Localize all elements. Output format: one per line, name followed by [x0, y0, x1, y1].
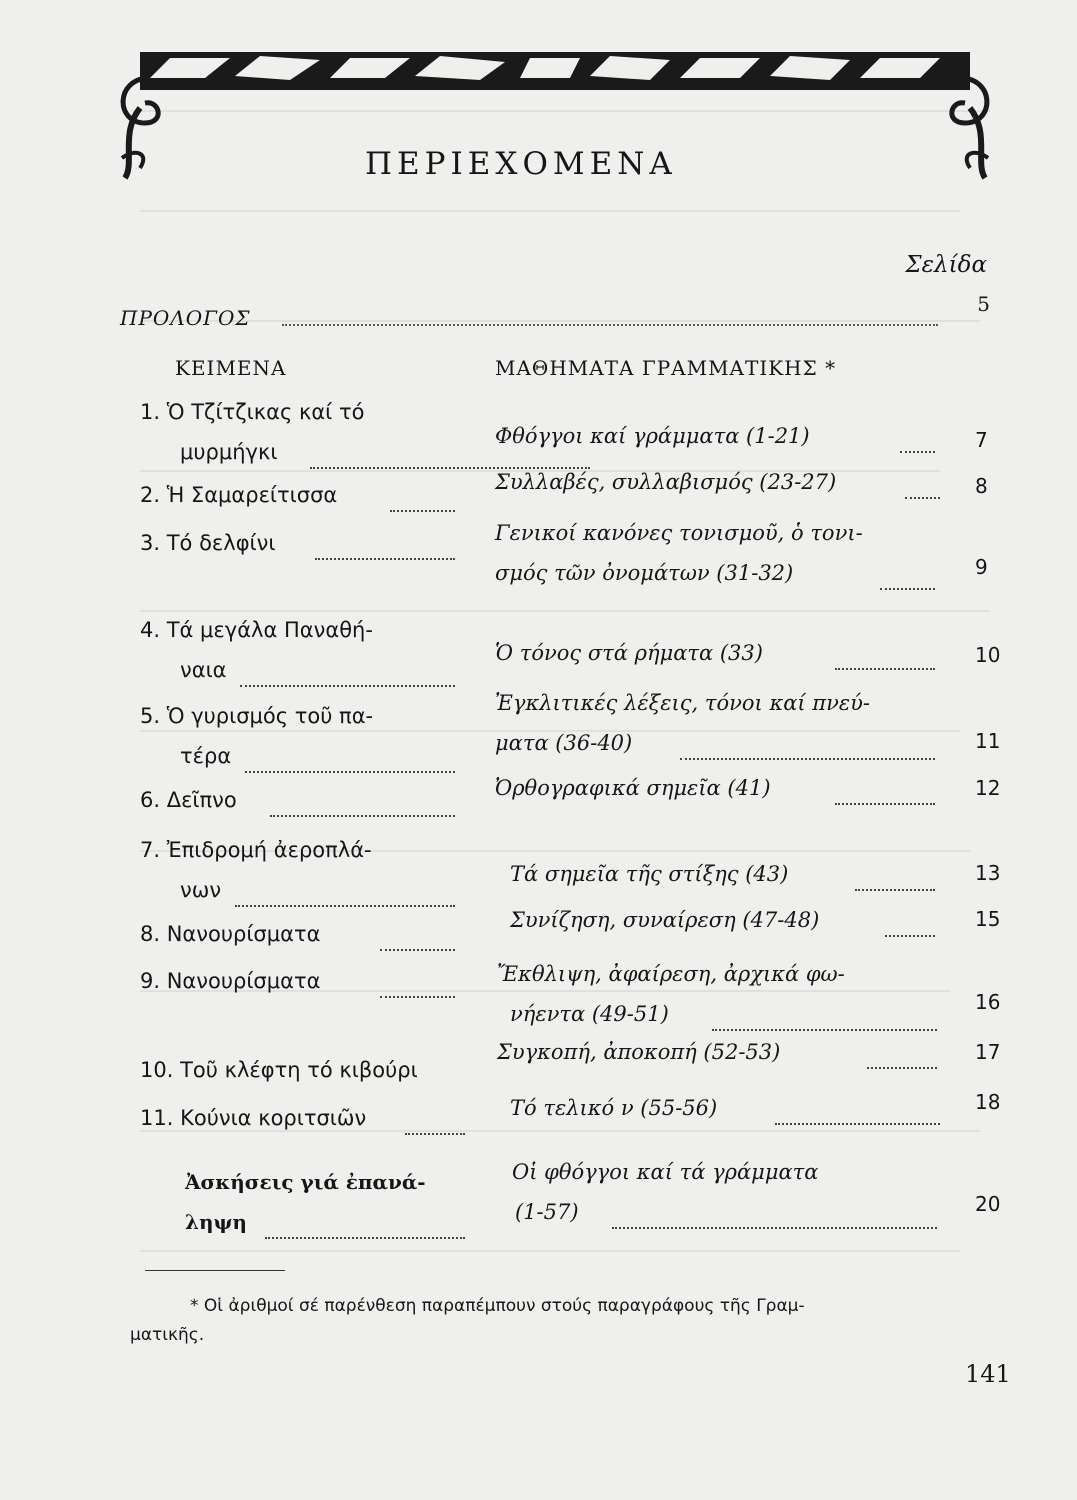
dot-leader: [880, 588, 935, 590]
lesson-entry: [495, 776, 771, 856]
lesson-line: νήεντα (49-51): [510, 1002, 669, 1026]
dot-leader: [240, 685, 455, 687]
dot-leader: [680, 758, 935, 760]
lesson-page: 8: [975, 474, 988, 498]
prologue-entry: [120, 292, 990, 336]
dot-leader: [905, 497, 940, 499]
text-line: 11. Κούνια κοριτσιῶν: [140, 1106, 367, 1130]
text-line: 1. Ὁ Τζίτζικας καί τό: [140, 400, 365, 424]
lesson-line: σμός τῶν ὀνομάτων (31-32): [495, 561, 794, 585]
text-line: 3. Τό δελφίνι: [140, 531, 276, 555]
lesson-line: Ὀρθογραφικά σημεῖα (41): [495, 776, 771, 800]
lesson-page: 12: [975, 776, 1001, 800]
lesson-page: 11: [975, 729, 1001, 753]
lesson-line: Ὁ τόνος στά ρήματα (33): [495, 641, 763, 665]
text-line: 2. Ἡ Σαμαρείτισσα: [140, 483, 338, 507]
dot-leader: [855, 889, 935, 891]
dot-leader: [405, 1133, 465, 1135]
dot-leader: [390, 510, 455, 512]
text-entry: [140, 531, 276, 611]
dot-leader: [900, 451, 935, 453]
lesson-line: Συγκοπή, ἀποκοπή (52-53): [497, 1040, 781, 1064]
lesson-line: Συλλαβές, συλλαβισμός (23-27): [495, 470, 837, 494]
prologue-page: 5: [977, 292, 990, 316]
lesson-entry: [497, 962, 845, 1042]
text-line: 9. Νανουρίσματα: [140, 969, 321, 993]
lesson-line: Συνίζηση, συναίρεση (47-48): [510, 908, 820, 932]
text-line: 6. Δεῖπνο: [140, 788, 237, 812]
lesson-line: Τά σημεῖα τῆς στίξης (43): [510, 862, 789, 886]
dot-leader: [380, 996, 455, 998]
page-column-label: Σελίδα: [905, 252, 987, 278]
page-title: ΠΕΡΙΕΧΟΜΕΝΑ: [365, 146, 677, 182]
text-line: 8. Νανουρίσματα: [140, 922, 321, 946]
lesson-page: 20: [975, 1192, 1001, 1216]
text-entry: [185, 1170, 426, 1250]
lesson-entry: [495, 691, 870, 771]
lesson-page: 13: [975, 861, 1001, 885]
lesson-page: 18: [975, 1090, 1001, 1114]
lesson-line: ματα (36-40): [495, 731, 633, 755]
page-number: 141: [965, 1360, 1011, 1388]
lesson-entry: [495, 521, 863, 601]
lesson-line: Ἐγκλιτικές λέξεις, τόνοι καί πνεύ-: [495, 691, 871, 715]
dot-leader: [315, 558, 455, 560]
lessons-heading: ΜΑΘΗΜΑΤΑ ΓΡΑΜΜΑΤΙΚΗΣ *: [495, 356, 837, 380]
lesson-line: (1-57): [515, 1200, 579, 1224]
text-line: 10. Τοῦ κλέφτη τό κιβούρι: [140, 1058, 418, 1082]
dot-leader: [835, 803, 935, 805]
text-line: Ἀσκήσεις γιά ἐπανά-: [185, 1170, 426, 1194]
text-line: ληψη: [185, 1210, 247, 1234]
text-line: τέρα: [180, 744, 232, 768]
dot-leader: [282, 306, 938, 326]
text-line: νων: [180, 878, 222, 902]
text-line: 4. Τά μεγάλα Παναθή-: [140, 618, 373, 642]
dot-leader: [270, 815, 455, 817]
lesson-page: 9: [975, 555, 988, 579]
dot-leader: [712, 1029, 937, 1031]
lesson-page: 16: [975, 990, 1001, 1014]
text-entry: [140, 838, 372, 918]
lesson-entry: [512, 1160, 818, 1240]
dot-leader: [867, 1067, 937, 1069]
lesson-line: Φθόγγοι καί γράμματα (1-21): [495, 424, 810, 448]
lesson-line: Ἔκθλιψη, ἀφαίρεση, ἀρχικά φω-: [497, 962, 845, 986]
dot-leader: [235, 905, 455, 907]
dot-leader: [885, 935, 935, 937]
lesson-page: 7: [975, 428, 988, 452]
dot-leader: [380, 949, 455, 951]
lesson-page: 17: [975, 1040, 1001, 1064]
dot-leader: [265, 1237, 465, 1239]
footnote: * Οἱ ἀριθμοί σέ παρένθεση παραπέμπουν στούς παραγράφους τῆς Γραμ-: [190, 1296, 805, 1316]
lesson-page: 10: [975, 643, 1001, 667]
text-entry: [140, 618, 373, 698]
text-entry: [140, 400, 364, 480]
text-line: 5. Ὁ γυρισμός τοῦ πα-: [140, 704, 374, 728]
lesson-line: Τό τελικό ν (55-56): [510, 1096, 718, 1120]
dot-leader: [835, 668, 935, 670]
footnote-continuation: ματικῆς.: [130, 1325, 205, 1345]
dot-leader: [775, 1123, 940, 1125]
lesson-line: Γενικοί κανόνες τονισμοῦ, ὁ τονι-: [495, 521, 863, 545]
text-line: 7. Ἐπιδρομή ἀεροπλά-: [140, 838, 372, 862]
texts-heading: ΚΕΙΜΕΝΑ: [175, 356, 287, 380]
dot-leader: [245, 771, 455, 773]
dot-leader: [612, 1227, 937, 1229]
text-line: μυρμήγκι: [180, 440, 278, 464]
footnote-rule: [145, 1270, 285, 1271]
lesson-line: Οἱ φθόγγοι καί τά γράμματα: [512, 1160, 819, 1184]
text-entry: [140, 704, 373, 784]
text-entry: [140, 969, 320, 1049]
lesson-page: 15: [975, 907, 1001, 931]
prologue-label: ΠΡΟΛΟΓΟΣ: [120, 306, 251, 330]
text-line: ναια: [180, 658, 227, 682]
